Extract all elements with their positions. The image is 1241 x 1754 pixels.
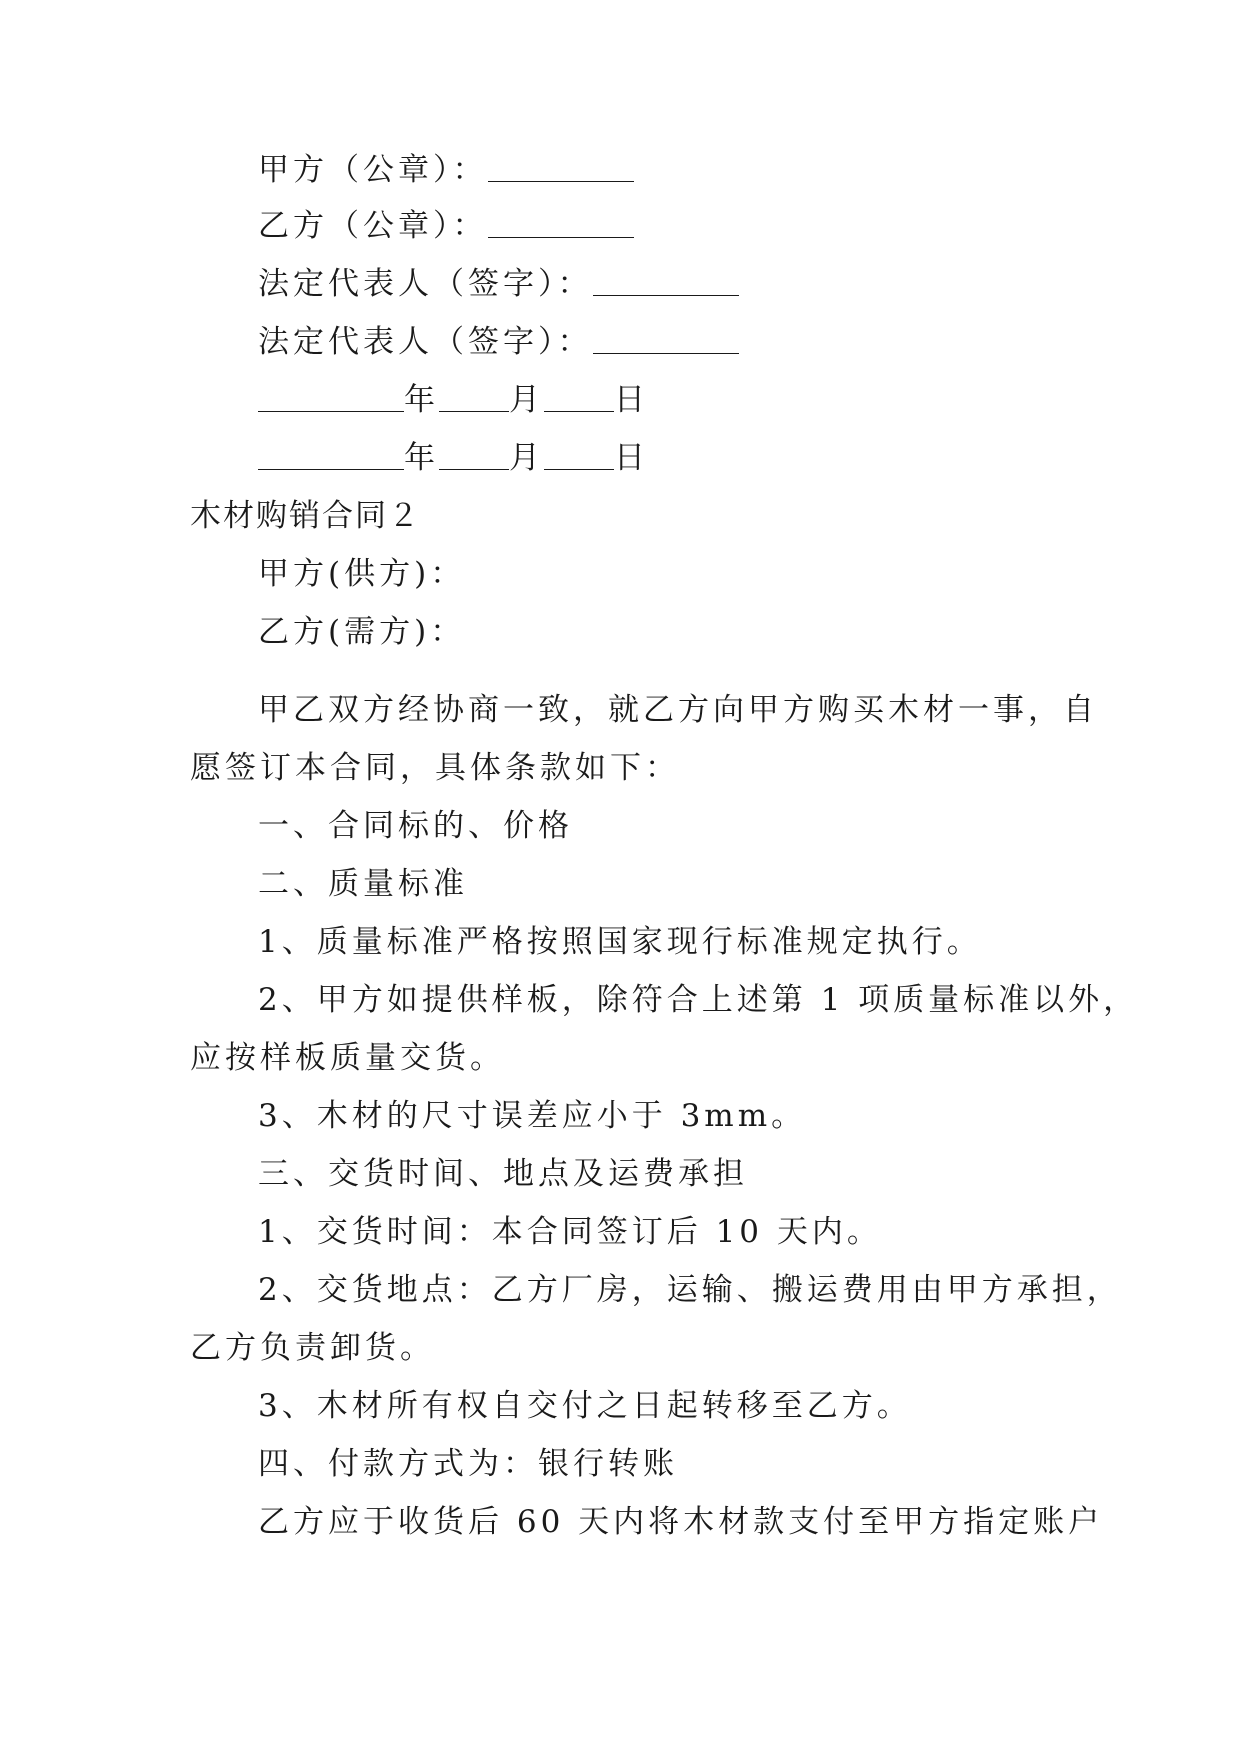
party-b-seal-blank: [488, 211, 634, 238]
party-a-seal-line: [258, 150, 634, 190]
month-blank: [439, 443, 509, 470]
section-3-item-2-line-2: 乙方负责卸货。: [190, 1330, 435, 1366]
legal-rep-a-label: 法定代表人（签字）：: [258, 266, 593, 302]
intro-line-1: 甲乙双方经协商一致，就乙方向甲方购买木材一事，自: [258, 692, 1098, 728]
year-label: 年: [404, 440, 439, 476]
day-blank: [544, 385, 614, 412]
day-blank: [544, 443, 614, 470]
party-b-seal-line: [258, 206, 634, 246]
section-3-item-3: 3、木材所有权自交付之日起转移至乙方。: [258, 1388, 912, 1424]
legal-rep-b-blank: [593, 327, 739, 354]
section-2-item-2-line-2: 应按样板质量交货。: [190, 1040, 505, 1076]
intro-line-2: 愿签订本合同，具体条款如下：: [190, 750, 680, 786]
year-blank: [258, 385, 404, 412]
month-label: 月: [509, 440, 544, 476]
month-label: 月: [509, 382, 544, 418]
contract-title: 木材购销合同２: [190, 498, 421, 534]
day-label: 日: [614, 382, 649, 418]
section-2-item-3: 3、木材的尺寸误差应小于 3mm。: [258, 1098, 807, 1134]
section-4-line-1: 乙方应于收货后 60 天内将木材款支付至甲方指定账户: [258, 1504, 1104, 1540]
section-2-heading: 二、质量标准: [258, 866, 468, 902]
section-2-item-2-line-1: 2、甲方如提供样板，除符合上述第 1 项质量标准以外，: [258, 982, 1139, 1018]
year-label: 年: [404, 382, 439, 418]
legal-rep-b-label: 法定代表人（签字）：: [258, 324, 593, 360]
month-blank: [439, 385, 509, 412]
section-3-heading: 三、交货时间、地点及运费承担: [258, 1156, 748, 1192]
section-3-item-1: 1、交货时间：本合同签订后 10 天内。: [258, 1214, 882, 1250]
section-4-heading: 四、付款方式为：银行转账: [258, 1446, 678, 1482]
legal-rep-a-blank: [593, 269, 739, 296]
day-label: 日: [614, 440, 649, 476]
legal-rep-a-line: [258, 264, 739, 304]
party-a-seal-blank: [488, 155, 634, 182]
legal-rep-b-line: [258, 322, 739, 362]
date-line-a: [258, 380, 649, 420]
year-blank: [258, 443, 404, 470]
section-1-heading: 一、合同标的、价格: [258, 808, 573, 844]
party-b-buyer: 乙方(需方)：: [258, 614, 466, 650]
section-2-item-1: 1、质量标准严格按照国家现行标准规定执行。: [258, 924, 982, 960]
section-3-item-2-line-1: 2、交货地点：乙方厂房，运输、搬运费用由甲方承担，: [258, 1272, 1122, 1308]
party-a-seal-label: 甲方（公章）：: [258, 152, 488, 188]
date-line-b: [258, 438, 649, 478]
party-b-seal-label: 乙方（公章）：: [258, 208, 488, 244]
party-a-supplier: 甲方(供方)：: [258, 556, 466, 592]
